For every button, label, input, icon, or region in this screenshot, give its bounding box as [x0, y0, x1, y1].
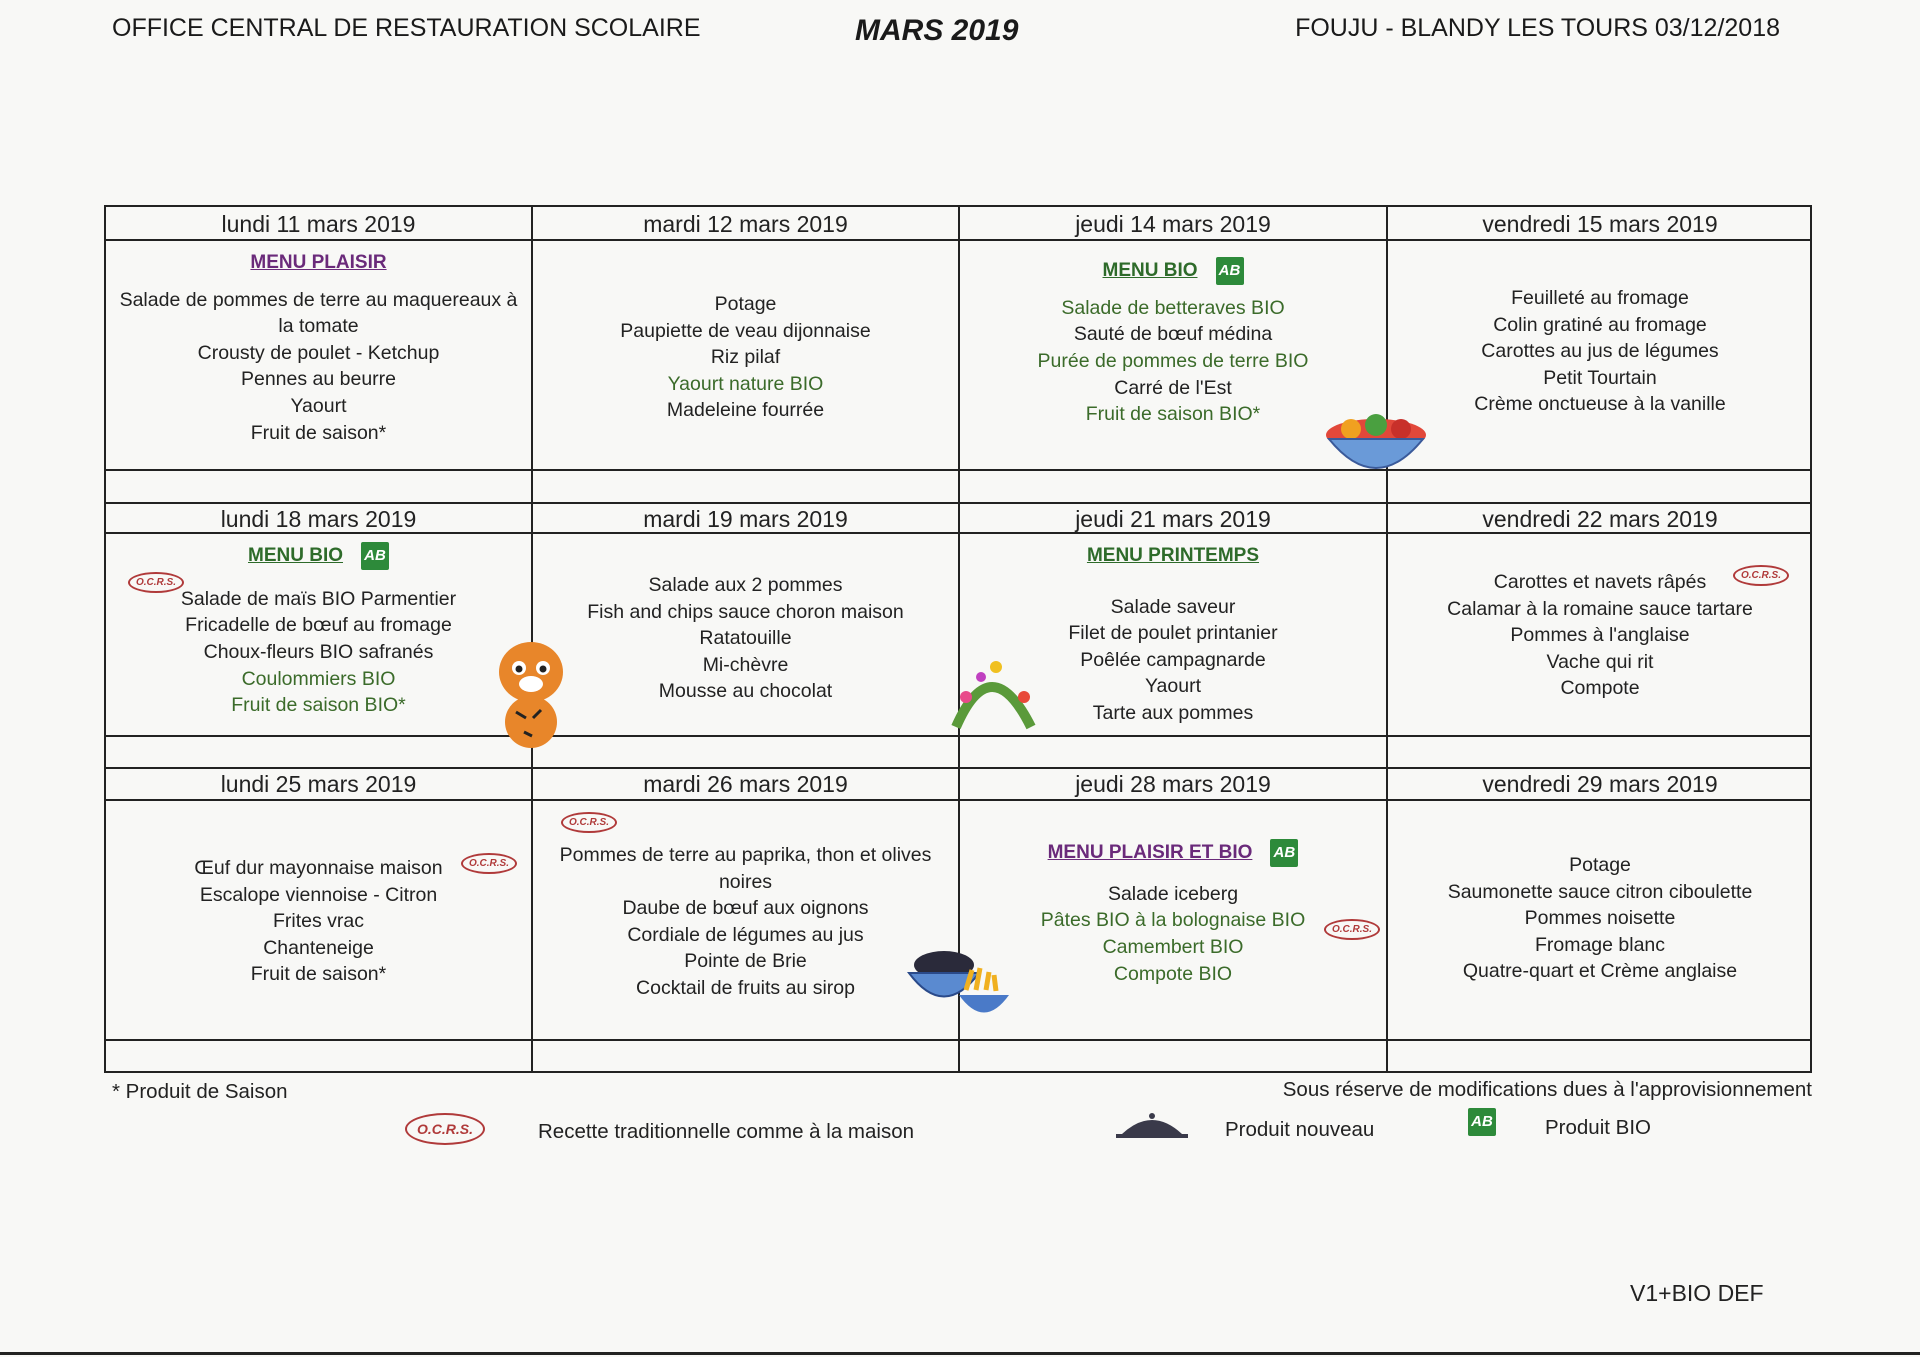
- ab-bio-logo-icon: AB: [1216, 257, 1244, 285]
- menu-item: Salade aux 2 pommes: [648, 574, 843, 596]
- menu-item: Colin gratiné au fromage: [1493, 313, 1707, 336]
- menu-item: Salade de pommes de terre au maquereaux à la tomate: [119, 288, 518, 338]
- day-menu-cell: [960, 257, 1386, 428]
- menu-item: Crème onctueuse à la vanille: [1474, 393, 1726, 416]
- menu-item: Pommes à l'anglaise: [1510, 624, 1690, 647]
- day-header: jeudi 28 mars 2019: [1075, 771, 1271, 797]
- menu-item: Yaourt: [1144, 675, 1201, 698]
- menu-item: Fish and chips sauce choron maison: [587, 600, 904, 623]
- menu-item: Cocktail de fruits au sirop: [636, 976, 855, 999]
- menu-item: Carré de l'Est: [1114, 376, 1232, 399]
- menu-item: Pâtes BIO à la bolognaise BIO: [1040, 909, 1306, 932]
- ocrs-stamp-icon: O.C.R.S.: [1324, 919, 1380, 940]
- header-location-date: FOUJU - BLANDY LES TOURS 03/12/2018: [1295, 14, 1780, 42]
- ocrs-legend-icon: O.C.R.S.: [405, 1113, 485, 1145]
- menu-item: Pointe de Brie: [684, 950, 807, 973]
- menu-item: Paupiette de veau dijonnaise: [620, 319, 871, 342]
- menu-item: Compote BIO: [1113, 962, 1233, 985]
- ab-legend-icon: AB: [1468, 1108, 1496, 1136]
- day-header: mardi 19 mars 2019: [643, 506, 848, 532]
- legend-bio-label: Produit BIO: [1545, 1116, 1651, 1139]
- menu-item: Calamar à la romaine sauce tartare: [1447, 597, 1753, 620]
- day-header: vendredi 15 mars 2019: [1482, 211, 1718, 237]
- menu-item: Pommes noisette: [1524, 907, 1676, 930]
- menu-item: Petit Tourtain: [1543, 366, 1657, 389]
- menu-item: Potage: [1569, 854, 1631, 876]
- menu-item: Fruit de saison BIO*: [231, 694, 406, 717]
- day-menu-cell: [106, 249, 531, 446]
- season-note: * Produit de Saison: [112, 1080, 288, 1103]
- menu-item: Pommes de terre au paprika, thon et olives noires: [559, 844, 932, 893]
- menu-item: Mi-chèvre: [702, 653, 789, 676]
- menu-item: Choux-fleurs BIO safranés: [203, 640, 434, 663]
- menu-item: Chanteneige: [263, 936, 374, 959]
- ocrs-stamp-icon: O.C.R.S.: [128, 572, 184, 593]
- legend-new-label: Produit nouveau: [1225, 1118, 1375, 1141]
- menu-item: Daube de bœuf aux oignons: [622, 897, 869, 920]
- header-organization: OFFICE CENTRAL DE RESTAURATION SCOLAIRE: [112, 14, 701, 42]
- day-header: jeudi 21 mars 2019: [1075, 506, 1271, 532]
- menu-item: Mousse au chocolat: [658, 680, 833, 703]
- day-menu-cell: [533, 291, 958, 424]
- menu-item: Fricadelle de bœuf au fromage: [185, 614, 452, 637]
- menu-item: Tarte aux pommes: [1092, 701, 1254, 724]
- menu-item: Carottes et navets râpés: [1493, 571, 1707, 593]
- menu-item: Œuf dur mayonnaise maison: [194, 857, 443, 879]
- day-menu-cell: [106, 855, 531, 988]
- seafood-bowl-icon: [904, 935, 1014, 1025]
- menu-item: Salade de betteraves BIO: [1061, 296, 1285, 319]
- menu-item: Sauté de bœuf médina: [1073, 323, 1273, 346]
- menu-item: Cordiale de légumes au jus: [627, 923, 864, 946]
- version-label: V1+BIO DEF: [1630, 1280, 1764, 1306]
- day-menu-cell: [1388, 569, 1812, 702]
- day-header: vendredi 22 mars 2019: [1482, 506, 1718, 532]
- row-divider: [106, 239, 1810, 241]
- menu-item: Poêlée campagnarde: [1080, 648, 1266, 671]
- ocrs-stamp-icon: O.C.R.S.: [561, 812, 617, 833]
- menu-title: MENU PLAISIR ET BIO: [1047, 842, 1253, 864]
- menu-item: Saumonette sauce citron ciboulette: [1447, 880, 1753, 903]
- menu-item: Filet de poulet printanier: [1068, 622, 1278, 645]
- menu-item: Camembert BIO: [1102, 935, 1244, 958]
- day-header: vendredi 29 mars 2019: [1482, 771, 1718, 797]
- day-header: lundi 11 mars 2019: [221, 211, 416, 237]
- legend-ocrs-label: Recette traditionnelle comme à la maison: [538, 1120, 915, 1143]
- ocrs-stamp-icon: O.C.R.S.: [461, 853, 517, 874]
- ocrs-stamp-icon: O.C.R.S.: [1733, 565, 1789, 586]
- ab-bio-logo-icon: AB: [361, 542, 389, 570]
- menu-item: Escalope viennoise - Citron: [199, 883, 438, 906]
- menu-item: Salade de maïs BIO Parmentier: [180, 587, 457, 610]
- menu-grid: [104, 205, 1812, 1073]
- menu-title: MENU PLAISIR: [250, 252, 387, 273]
- menu-item: Yaourt: [290, 394, 347, 417]
- day-menu-cell: [533, 572, 958, 705]
- day-header: jeudi 14 mars 2019: [1075, 211, 1271, 237]
- day-menu-cell: [1388, 285, 1812, 418]
- day-menu-cell: [1388, 852, 1812, 985]
- menu-item: Fruit de saison*: [250, 421, 387, 444]
- ab-bio-logo-icon: AB: [1270, 839, 1298, 867]
- menu-item: Compote: [1560, 677, 1640, 700]
- menu-title: MENU BIO: [1102, 260, 1198, 282]
- day-header: lundi 25 mars 2019: [220, 771, 417, 797]
- day-menu-cell: [533, 842, 958, 1002]
- spring-wreath-icon: [936, 637, 1056, 737]
- menu-item: Ratatouille: [699, 627, 792, 650]
- menu-item: Salade iceberg: [1107, 882, 1239, 905]
- row-divider: [106, 1039, 1810, 1041]
- tiger-mascot-icon: [486, 632, 576, 752]
- menu-item: Crousty de poulet - Ketchup: [197, 341, 440, 364]
- cloche-new-product-icon: [1112, 1108, 1192, 1144]
- menu-item: Salade saveur: [1110, 595, 1236, 618]
- header-month: MARS 2019: [855, 14, 1019, 47]
- menu-item: Coulommiers BIO: [241, 667, 396, 690]
- menu-item: Carottes au jus de légumes: [1481, 340, 1719, 363]
- day-menu-cell: [106, 542, 531, 719]
- supply-note: Sous réserve de modifications dues à l'approvisionnement: [1282, 1078, 1812, 1101]
- row-divider: [106, 799, 1810, 801]
- menu-item: Frites vrac: [272, 910, 364, 933]
- menu-item: Fruit de saison*: [250, 963, 387, 986]
- menu-item: Feuilleté au fromage: [1511, 287, 1689, 309]
- fruit-bowl-icon: [1321, 407, 1431, 482]
- menu-item: Vache qui rit: [1546, 650, 1654, 673]
- menu-item: Pennes au beurre: [240, 368, 397, 391]
- day-menu-cell: [960, 839, 1386, 987]
- row-divider: [106, 469, 1810, 471]
- menu-item: Fromage blanc: [1534, 933, 1666, 956]
- menu-item: Purée de pommes de terre BIO: [1037, 349, 1309, 372]
- day-header: mardi 26 mars 2019: [643, 771, 848, 797]
- menu-item: Potage: [714, 293, 777, 315]
- day-header: mardi 12 mars 2019: [643, 211, 848, 237]
- menu-item: Madeleine fourrée: [666, 399, 825, 422]
- menu-item: Riz pilaf: [710, 346, 781, 369]
- day-header: lundi 18 mars 2019: [220, 506, 417, 532]
- page-bottom-border: [0, 1352, 1920, 1355]
- menu-item: Quatre-quart et Crème anglaise: [1462, 960, 1738, 983]
- menu-item: Fruit de saison BIO*: [1085, 403, 1261, 426]
- menu-title: MENU PRINTEMPS: [1086, 545, 1260, 566]
- menu-title: MENU BIO: [248, 545, 343, 567]
- menu-item: Yaourt nature BIO: [667, 372, 824, 395]
